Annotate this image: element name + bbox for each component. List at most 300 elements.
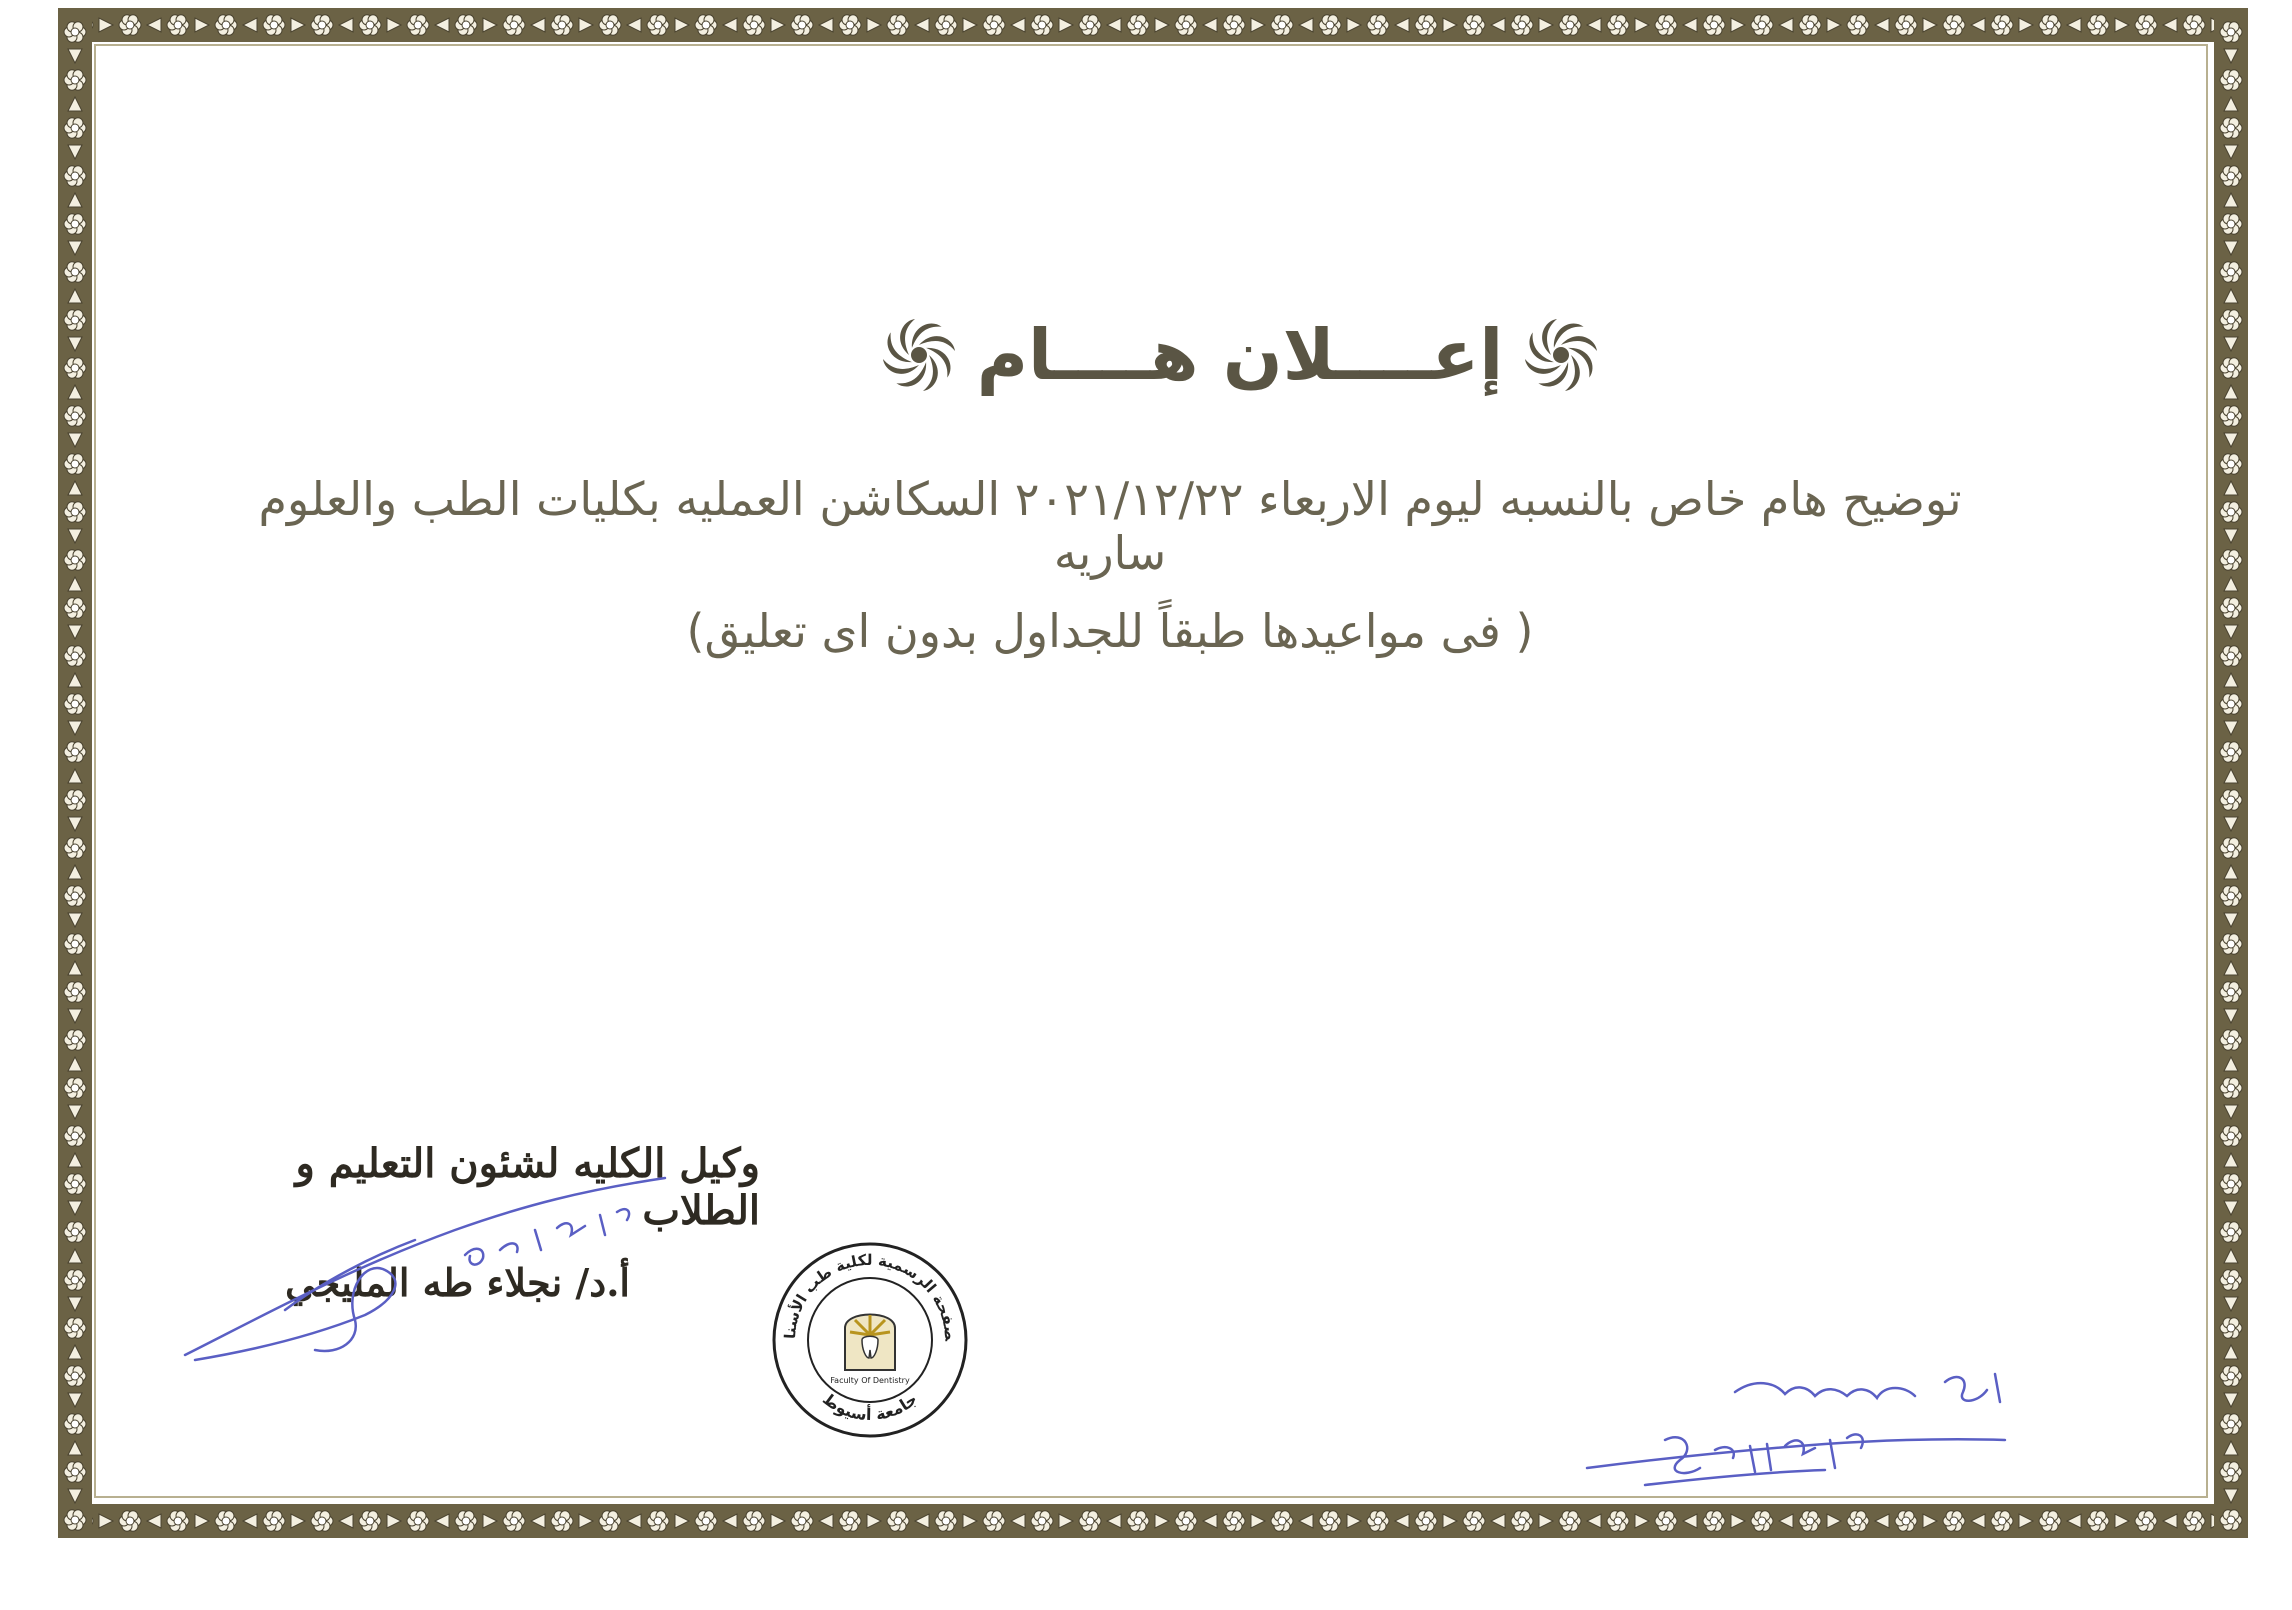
border-triangle-ornament xyxy=(2224,1297,2238,1311)
border-triangle-ornament xyxy=(1443,18,1457,32)
border-flower-ornament xyxy=(1319,1511,1341,1531)
border-flower-ornament xyxy=(2087,15,2109,35)
border-triangle-ornament xyxy=(147,18,161,32)
border-triangle-ornament xyxy=(68,865,82,879)
border-triangle-ornament xyxy=(2224,1393,2238,1407)
border-flower-ornament xyxy=(695,1511,717,1531)
border-triangle-ornament xyxy=(195,18,209,32)
border-flower-ornament xyxy=(2220,166,2242,186)
border-flower-ornament xyxy=(119,15,141,35)
border-triangle-ornament xyxy=(675,1514,689,1528)
border-triangle-ornament xyxy=(1107,1514,1121,1528)
border-triangle-ornament xyxy=(68,97,82,111)
border-flower-ornament xyxy=(407,1511,429,1531)
border-flower-ornament xyxy=(64,982,86,1002)
border-flower-ornament xyxy=(1463,1511,1485,1531)
swirl-ornament-icon xyxy=(1521,315,1601,395)
border-flower-ornament xyxy=(1895,1511,1917,1531)
border-flower-ornament xyxy=(2220,1510,2242,1530)
border-flower-ornament xyxy=(2220,502,2242,522)
border-flower-ornament xyxy=(2220,406,2242,426)
border-triangle-ornament xyxy=(1203,1514,1217,1528)
border-triangle-ornament xyxy=(1635,1514,1649,1528)
border-flower-ornament xyxy=(1367,1511,1389,1531)
border-flower-ornament xyxy=(2220,1030,2242,1050)
border-flower-ornament xyxy=(2220,1366,2242,1386)
announcement-body-line-2: ( فى مواعيدها طبقاً للجداول بدون اى تعليق) xyxy=(686,604,1534,658)
border-triangle-ornament xyxy=(435,1514,449,1528)
border-right xyxy=(2214,8,2248,1538)
border-flower-ornament xyxy=(887,1511,909,1531)
border-triangle-ornament xyxy=(387,1514,401,1528)
border-triangle-ornament xyxy=(579,18,593,32)
border-flower-ornament xyxy=(64,1270,86,1290)
border-flower-ornament xyxy=(64,550,86,570)
border-flower-ornament xyxy=(407,15,429,35)
border-flower-ornament xyxy=(455,1511,477,1531)
border-triangle-ornament xyxy=(1827,1514,1841,1528)
border-flower-ornament xyxy=(64,70,86,90)
border-flower-ornament xyxy=(64,1510,86,1530)
border-triangle-ornament xyxy=(2224,1057,2238,1071)
border-triangle-ornament xyxy=(1635,18,1649,32)
border-triangle-ornament xyxy=(963,1514,977,1528)
border-flower-ornament xyxy=(839,1511,861,1531)
announcement-body-line-1: توضيح هام خاص بالنسبه ليوم الاربعاء ٢٠٢١/١٢/٢٢ السكاشن العمليه بكليات الطب والعلوم ساريه xyxy=(258,472,1962,580)
border-triangle-ornament xyxy=(2224,625,2238,639)
border-triangle-ornament xyxy=(723,18,737,32)
border-triangle-ornament xyxy=(68,1393,82,1407)
border-flower-ornament xyxy=(2220,454,2242,474)
border-flower-ornament xyxy=(64,358,86,378)
border-triangle-ornament xyxy=(68,385,82,399)
border-flower-ornament xyxy=(311,15,333,35)
border-flower-ornament xyxy=(215,15,237,35)
stamp-bottom-text: جامعة أسيوط xyxy=(819,1389,921,1425)
border-flower-ornament xyxy=(2220,1078,2242,1098)
border-triangle-ornament xyxy=(2224,433,2238,447)
border-triangle-ornament xyxy=(2224,145,2238,159)
border-flower-ornament xyxy=(1703,1511,1725,1531)
border-triangle-ornament xyxy=(723,1514,737,1528)
border-flower-ornament xyxy=(215,1511,237,1531)
border-flower-ornament xyxy=(2183,1511,2205,1531)
swirl-ornament-icon xyxy=(879,315,959,395)
border-flower-ornament xyxy=(2220,70,2242,90)
border-triangle-ornament xyxy=(1731,1514,1745,1528)
border-flower-ornament xyxy=(359,15,381,35)
border-triangle-ornament xyxy=(68,769,82,783)
border-flower-ornament xyxy=(64,166,86,186)
border-flower-ornament xyxy=(64,886,86,906)
border-triangle-ornament xyxy=(147,1514,161,1528)
border-triangle-ornament xyxy=(1683,1514,1697,1528)
border-triangle-ornament xyxy=(1251,1514,1265,1528)
handwritten-signature-1 xyxy=(165,1160,685,1380)
border-triangle-ornament xyxy=(2163,18,2177,32)
border-flower-ornament xyxy=(64,694,86,714)
border-flower-ornament xyxy=(1607,1511,1629,1531)
border-flower-ornament xyxy=(647,15,669,35)
border-triangle-ornament xyxy=(2115,1514,2129,1528)
border-flower-ornament xyxy=(2220,598,2242,618)
border-triangle-ornament xyxy=(68,1201,82,1215)
border-triangle-ornament xyxy=(195,1514,209,1528)
border-flower-ornament xyxy=(64,22,86,42)
border-flower-ornament xyxy=(935,15,957,35)
border-flower-ornament xyxy=(1511,15,1533,35)
border-flower-ornament xyxy=(2039,15,2061,35)
border-triangle-ornament xyxy=(1683,18,1697,32)
border-triangle-ornament xyxy=(1299,18,1313,32)
border-flower-ornament xyxy=(64,1414,86,1434)
border-triangle-ornament xyxy=(1107,18,1121,32)
border-flower-ornament xyxy=(1991,15,2013,35)
border-triangle-ornament xyxy=(2224,1249,2238,1263)
signatory-name: أ.د/ نجلاء طه المليجي xyxy=(285,1260,630,1305)
border-triangle-ornament xyxy=(1779,18,1793,32)
border-flower-ornament xyxy=(887,15,909,35)
border-triangle-ornament xyxy=(1491,1514,1505,1528)
border-flower-ornament xyxy=(695,15,717,35)
border-flower-ornament xyxy=(2220,118,2242,138)
border-flower-ornament xyxy=(1703,15,1725,35)
border-flower-ornament xyxy=(743,15,765,35)
border-flower-ornament xyxy=(2220,1126,2242,1146)
border-triangle-ornament xyxy=(1443,1514,1457,1528)
border-top xyxy=(58,8,2248,42)
border-flower-ornament xyxy=(263,1511,285,1531)
border-flower-ornament xyxy=(311,1511,333,1531)
border-flower-ornament xyxy=(1559,15,1581,35)
border-triangle-ornament xyxy=(68,193,82,207)
border-triangle-ornament xyxy=(1971,18,1985,32)
border-triangle-ornament xyxy=(2224,385,2238,399)
border-flower-ornament xyxy=(64,310,86,330)
border-triangle-ornament xyxy=(1923,18,1937,32)
border-flower-ornament xyxy=(2220,310,2242,330)
border-flower-ornament xyxy=(2135,15,2157,35)
border-left xyxy=(58,8,92,1538)
border-triangle-ornament xyxy=(68,49,82,63)
border-triangle-ornament xyxy=(1491,18,1505,32)
border-triangle-ornament xyxy=(2224,193,2238,207)
border-triangle-ornament xyxy=(1395,1514,1409,1528)
border-triangle-ornament xyxy=(99,18,113,32)
border-triangle-ornament xyxy=(867,1514,881,1528)
border-flower-ornament xyxy=(2135,1511,2157,1531)
border-triangle-ornament xyxy=(68,721,82,735)
border-triangle-ornament xyxy=(68,625,82,639)
border-triangle-ornament xyxy=(1011,1514,1025,1528)
border-triangle-ornament xyxy=(2224,1345,2238,1359)
border-triangle-ornament xyxy=(1059,18,1073,32)
border-triangle-ornament xyxy=(819,1514,833,1528)
border-flower-ornament xyxy=(1223,1511,1245,1531)
border-flower-ornament xyxy=(64,934,86,954)
border-flower-ornament xyxy=(1847,15,1869,35)
border-triangle-ornament xyxy=(1395,18,1409,32)
border-triangle-ornament xyxy=(2224,577,2238,591)
border-flower-ornament xyxy=(2220,790,2242,810)
border-triangle-ornament xyxy=(243,18,257,32)
border-triangle-ornament xyxy=(68,1057,82,1071)
border-triangle-ornament xyxy=(1779,1514,1793,1528)
border-flower-ornament xyxy=(2220,550,2242,570)
border-flower-ornament xyxy=(64,1126,86,1146)
border-triangle-ornament xyxy=(1587,1514,1601,1528)
border-triangle-ornament xyxy=(2224,769,2238,783)
border-flower-ornament xyxy=(64,118,86,138)
border-flower-ornament xyxy=(1175,15,1197,35)
border-flower-ornament xyxy=(2220,982,2242,1002)
border-flower-ornament xyxy=(1031,1511,1053,1531)
border-triangle-ornament xyxy=(2224,1153,2238,1167)
border-triangle-ornament xyxy=(1587,18,1601,32)
border-flower-ornament xyxy=(839,15,861,35)
border-triangle-ornament xyxy=(579,1514,593,1528)
border-flower-ornament xyxy=(64,1030,86,1050)
border-flower-ornament xyxy=(1799,15,1821,35)
border-triangle-ornament xyxy=(387,18,401,32)
border-flower-ornament xyxy=(64,790,86,810)
border-flower-ornament xyxy=(64,1174,86,1194)
border-flower-ornament xyxy=(455,15,477,35)
border-flower-ornament xyxy=(64,406,86,426)
border-flower-ornament xyxy=(1943,1511,1965,1531)
border-triangle-ornament xyxy=(1251,18,1265,32)
border-flower-ornament xyxy=(64,454,86,474)
border-triangle-ornament xyxy=(291,1514,305,1528)
border-triangle-ornament xyxy=(771,1514,785,1528)
border-triangle-ornament xyxy=(1875,1514,1889,1528)
handwritten-signature-2 xyxy=(1585,1360,2125,1510)
border-triangle-ornament xyxy=(68,1009,82,1023)
border-triangle-ornament xyxy=(2067,1514,2081,1528)
border-flower-ornament xyxy=(1943,15,1965,35)
border-triangle-ornament xyxy=(915,1514,929,1528)
border-triangle-ornament xyxy=(1059,1514,1073,1528)
border-triangle-ornament xyxy=(2224,1009,2238,1023)
border-flower-ornament xyxy=(1223,15,1245,35)
border-flower-ornament xyxy=(64,1078,86,1098)
border-triangle-ornament xyxy=(2067,18,2081,32)
border-triangle-ornament xyxy=(2224,721,2238,735)
border-triangle-ornament xyxy=(627,1514,641,1528)
border-triangle-ornament xyxy=(68,289,82,303)
border-triangle-ornament xyxy=(1731,18,1745,32)
border-flower-ornament xyxy=(503,15,525,35)
border-flower-ornament xyxy=(1319,15,1341,35)
border-triangle-ornament xyxy=(68,337,82,351)
border-triangle-ornament xyxy=(68,481,82,495)
border-triangle-ornament xyxy=(2224,241,2238,255)
border-triangle-ornament xyxy=(2224,529,2238,543)
border-flower-ornament xyxy=(1751,15,1773,35)
border-triangle-ornament xyxy=(2019,18,2033,32)
border-flower-ornament xyxy=(119,1511,141,1531)
border-triangle-ornament xyxy=(2224,1105,2238,1119)
border-flower-ornament xyxy=(64,838,86,858)
border-flower-ornament xyxy=(167,1511,189,1531)
border-triangle-ornament xyxy=(68,961,82,975)
border-flower-ornament xyxy=(1127,15,1149,35)
border-triangle-ornament xyxy=(68,241,82,255)
border-triangle-ornament xyxy=(2224,913,2238,927)
border-triangle-ornament xyxy=(2224,481,2238,495)
border-flower-ornament xyxy=(1271,1511,1293,1531)
border-triangle-ornament xyxy=(68,1489,82,1503)
border-triangle-ornament xyxy=(2019,1514,2033,1528)
border-flower-ornament xyxy=(647,1511,669,1531)
border-triangle-ornament xyxy=(339,18,353,32)
border-flower-ornament xyxy=(599,1511,621,1531)
border-flower-ornament xyxy=(2220,934,2242,954)
border-triangle-ornament xyxy=(1203,18,1217,32)
border-triangle-ornament xyxy=(963,18,977,32)
border-triangle-ornament xyxy=(915,18,929,32)
border-flower-ornament xyxy=(1991,1511,2013,1531)
border-triangle-ornament xyxy=(819,18,833,32)
border-triangle-ornament xyxy=(68,1297,82,1311)
border-flower-ornament xyxy=(2039,1511,2061,1531)
border-triangle-ornament xyxy=(531,18,545,32)
announcement-heading xyxy=(760,300,1720,410)
border-triangle-ornament xyxy=(68,145,82,159)
border-flower-ornament xyxy=(2220,1174,2242,1194)
border-triangle-ornament xyxy=(68,433,82,447)
border-triangle-ornament xyxy=(68,1249,82,1263)
border-flower-ornament xyxy=(2220,22,2242,42)
border-triangle-ornament xyxy=(2224,97,2238,111)
stamp-emblem xyxy=(845,1315,895,1371)
border-triangle-ornament xyxy=(291,18,305,32)
border-flower-ornament xyxy=(64,262,86,282)
border-triangle-ornament xyxy=(2224,1489,2238,1503)
border-triangle-ornament xyxy=(1011,18,1025,32)
border-triangle-ornament xyxy=(1347,18,1361,32)
border-flower-ornament xyxy=(2220,358,2242,378)
border-flower-ornament xyxy=(64,1318,86,1338)
border-flower-ornament xyxy=(2220,1222,2242,1242)
border-triangle-ornament xyxy=(2224,1201,2238,1215)
border-triangle-ornament xyxy=(2224,817,2238,831)
border-flower-ornament xyxy=(2220,214,2242,234)
border-flower-ornament xyxy=(2220,694,2242,714)
border-triangle-ornament xyxy=(2163,1514,2177,1528)
border-triangle-ornament xyxy=(68,1105,82,1119)
border-flower-ornament xyxy=(64,214,86,234)
border-flower-ornament xyxy=(2220,742,2242,762)
border-flower-ornament xyxy=(64,646,86,666)
border-triangle-ornament xyxy=(1971,1514,1985,1528)
border-triangle-ornament xyxy=(1875,18,1889,32)
border-triangle-ornament xyxy=(68,1441,82,1455)
border-flower-ornament xyxy=(1655,15,1677,35)
border-flower-ornament xyxy=(1655,1511,1677,1531)
border-flower-ornament xyxy=(1271,15,1293,35)
border-triangle-ornament xyxy=(2224,1441,2238,1455)
border-flower-ornament xyxy=(2220,838,2242,858)
border-flower-ornament xyxy=(599,15,621,35)
signatory-position: وكيل الكليه لشئون التعليم و الطلاب xyxy=(295,1140,760,1234)
border-triangle-ornament xyxy=(2224,673,2238,687)
border-flower-ornament xyxy=(1031,15,1053,35)
border-triangle-ornament xyxy=(68,1345,82,1359)
border-flower-ornament xyxy=(1079,1511,1101,1531)
border-flower-ornament xyxy=(1175,1511,1197,1531)
border-triangle-ornament xyxy=(68,673,82,687)
border-triangle-ornament xyxy=(68,913,82,927)
border-flower-ornament xyxy=(1799,1511,1821,1531)
stamp-inner-text: Faculty Of Dentistry xyxy=(830,1376,910,1385)
border-triangle-ornament xyxy=(68,817,82,831)
border-triangle-ornament xyxy=(2224,961,2238,975)
border-triangle-ornament xyxy=(1539,18,1553,32)
border-flower-ornament xyxy=(2220,1318,2242,1338)
border-triangle-ornament xyxy=(867,18,881,32)
border-triangle-ornament xyxy=(675,18,689,32)
border-flower-ornament xyxy=(1895,15,1917,35)
border-flower-ornament xyxy=(551,1511,573,1531)
border-flower-ornament xyxy=(2220,1414,2242,1434)
border-triangle-ornament xyxy=(627,18,641,32)
border-triangle-ornament xyxy=(531,1514,545,1528)
border-triangle-ornament xyxy=(435,18,449,32)
border-triangle-ornament xyxy=(2224,337,2238,351)
stamp-outer-text: صفحة الرسمية لكلية طب الأسنان xyxy=(780,1250,960,1342)
border-triangle-ornament xyxy=(1539,1514,1553,1528)
border-flower-ornament xyxy=(743,1511,765,1531)
border-triangle-ornament xyxy=(2224,865,2238,879)
border-flower-ornament xyxy=(64,1366,86,1386)
border-flower-ornament xyxy=(64,502,86,522)
border-triangle-ornament xyxy=(1299,1514,1313,1528)
border-flower-ornament xyxy=(167,15,189,35)
border-triangle-ornament xyxy=(1155,1514,1169,1528)
border-flower-ornament xyxy=(503,1511,525,1531)
border-flower-ornament xyxy=(1511,1511,1533,1531)
border-flower-ornament xyxy=(935,1511,957,1531)
border-flower-ornament xyxy=(1415,1511,1437,1531)
border-flower-ornament xyxy=(64,598,86,618)
border-flower-ornament xyxy=(64,1462,86,1482)
border-flower-ornament xyxy=(359,1511,381,1531)
border-flower-ornament xyxy=(2220,262,2242,282)
border-triangle-ornament xyxy=(2224,289,2238,303)
border-triangle-ornament xyxy=(99,1514,113,1528)
border-flower-ornament xyxy=(2183,15,2205,35)
border-triangle-ornament xyxy=(483,1514,497,1528)
border-flower-ornament xyxy=(1751,1511,1773,1531)
border-triangle-ornament xyxy=(771,18,785,32)
border-triangle-ornament xyxy=(68,529,82,543)
border-triangle-ornament xyxy=(1155,18,1169,32)
border-triangle-ornament xyxy=(2115,18,2129,32)
border-flower-ornament xyxy=(1463,15,1485,35)
border-flower-ornament xyxy=(1367,15,1389,35)
border-flower-ornament xyxy=(1847,1511,1869,1531)
border-triangle-ornament xyxy=(243,1514,257,1528)
border-triangle-ornament xyxy=(68,1153,82,1167)
border-flower-ornament xyxy=(2220,1462,2242,1482)
border-triangle-ornament xyxy=(1923,1514,1937,1528)
border-triangle-ornament xyxy=(483,18,497,32)
border-flower-ornament xyxy=(263,15,285,35)
border-triangle-ornament xyxy=(68,577,82,591)
border-flower-ornament xyxy=(64,742,86,762)
border-flower-ornament xyxy=(1559,1511,1581,1531)
